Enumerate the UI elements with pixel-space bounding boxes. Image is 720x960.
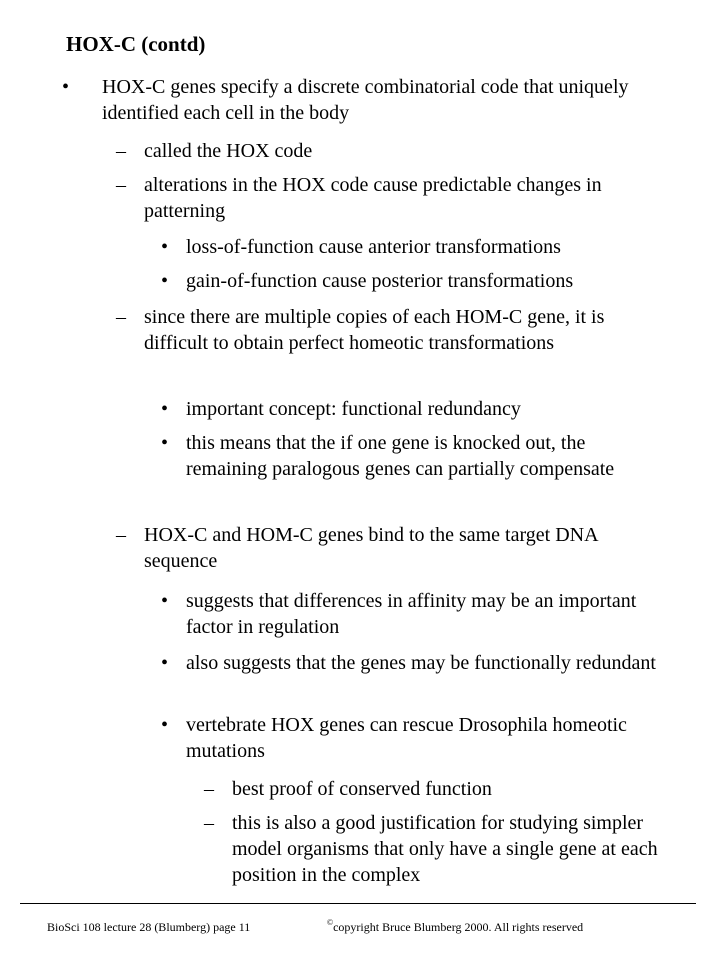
bullet-marker: • [161, 714, 169, 736]
list-item-text: alterations in the HOX code cause predictable changes in patterning [144, 174, 602, 222]
dash-marker: – [116, 140, 126, 162]
list-item [116, 304, 664, 356]
dash-marker: – [116, 306, 126, 328]
list-item-text: HOX-C genes specify a discrete combinatorial code that uniquely identified each cell in the body [102, 76, 629, 124]
list-item [62, 74, 692, 126]
bullet-marker: • [161, 270, 169, 292]
list-item-text: best proof of conserved function [232, 778, 492, 800]
list-item [161, 430, 661, 482]
footer-divider [20, 903, 696, 904]
list-item-text: loss-of-function cause anterior transformations [186, 236, 561, 258]
list-item-text: this means that the if one gene is knocked out, the remaining paralogous genes can partially compensate [186, 432, 615, 480]
copyright-symbol: © [327, 918, 334, 927]
list-item [116, 138, 684, 164]
copyright-text: copyright Bruce Blumberg 2000. All rights reserved [333, 920, 584, 934]
list-item-text: this is also a good justification for studying simpler model organisms that only have a single gene at each position in the complex [232, 812, 658, 886]
list-item [161, 650, 686, 676]
list-item-text: HOX-C and HOM-C genes bind to the same target DNA sequence [144, 524, 598, 572]
bullet-marker: • [62, 76, 70, 98]
dash-marker: – [204, 812, 214, 834]
footer-copyright [327, 920, 583, 935]
list-item-text: vertebrate HOX genes can rescue Drosophila homeotic mutations [186, 714, 627, 762]
list-item [204, 776, 672, 802]
bullet-marker: • [161, 432, 169, 454]
list-item [161, 268, 686, 294]
bullet-marker: • [161, 652, 169, 674]
bullet-marker: • [161, 398, 169, 420]
list-item-text: also suggests that the genes may be functionally redundant [186, 652, 656, 674]
list-item-text: suggests that differences in affinity may be an important factor in regulation [186, 590, 637, 638]
list-item [161, 396, 686, 422]
list-item [161, 588, 666, 640]
list-item-text: important concept: functional redundancy [186, 398, 521, 420]
list-item-text: called the HOX code [144, 140, 313, 162]
list-item [161, 712, 656, 764]
footer-page-info: BioSci 108 lecture 28 (Blumberg) page 11 [47, 920, 251, 934]
list-item [116, 172, 624, 224]
slide-title: HOX-C (contd) [66, 32, 206, 56]
dash-marker: – [116, 174, 126, 196]
bullet-marker: • [161, 590, 169, 612]
list-item-text: gain-of-function cause posterior transformations [186, 270, 574, 292]
bullet-marker: • [161, 236, 169, 258]
list-item [116, 522, 664, 574]
list-item [161, 234, 686, 260]
list-item-text: since there are multiple copies of each HOM-C gene, it is difficult to obtain perfect homeotic transformations [144, 306, 605, 354]
list-item [204, 810, 682, 888]
dash-marker: – [204, 778, 214, 800]
dash-marker: – [116, 524, 126, 546]
